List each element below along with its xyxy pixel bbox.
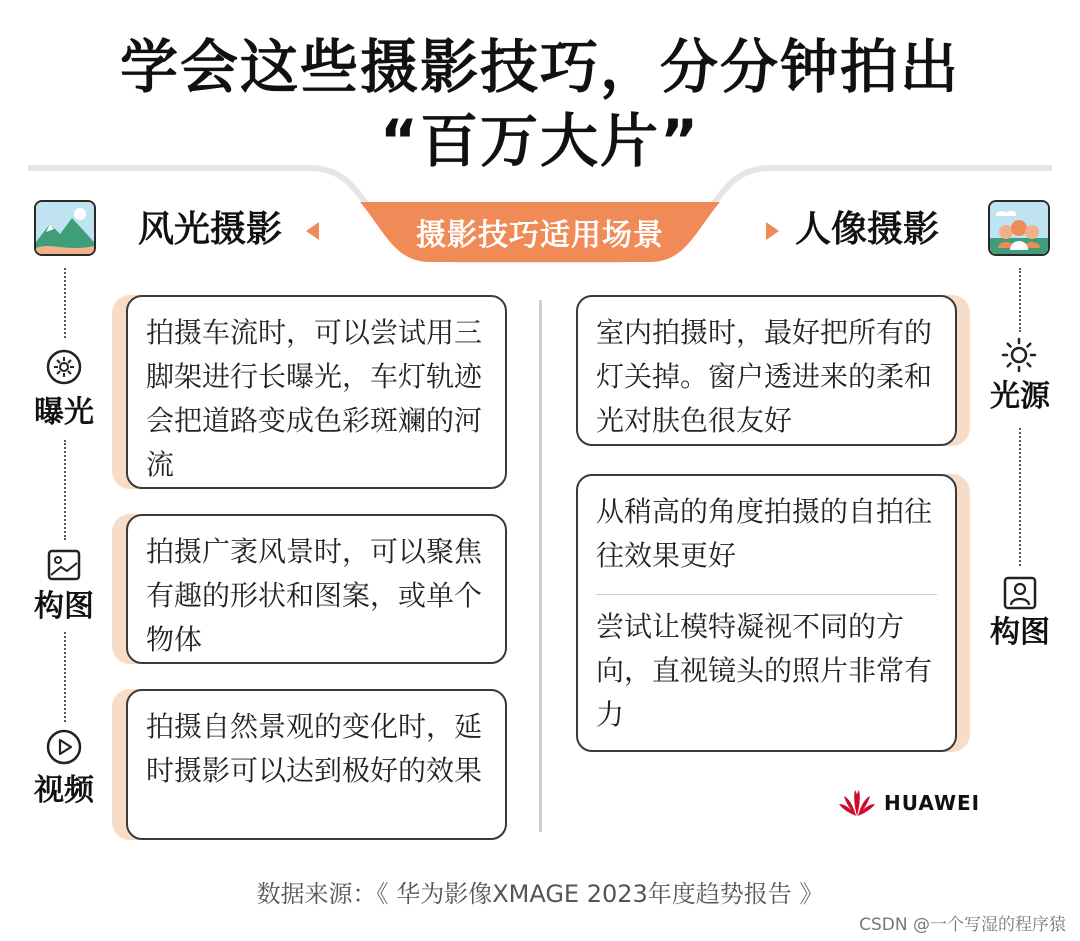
landscape-badge-icon <box>34 200 96 256</box>
left-arrow-icon <box>306 222 319 240</box>
landscape-composition-card <box>126 514 507 664</box>
right-dotted-connector <box>1019 268 1021 332</box>
brand-name: HUAWEI <box>884 791 981 815</box>
watermark: CSDN @一个写湿的程序猿 <box>859 915 1066 935</box>
left-dotted-connector <box>64 440 66 540</box>
card-text: 拍摄车流时，可以尝试用三脚架进行长曝光，车灯轨迹会把道路变成色彩斑斓的河流 <box>146 316 483 481</box>
card-text: 从稍高的角度拍摄的自拍往往效果更好 <box>596 495 933 572</box>
category-label-composition: 构图 <box>34 589 94 624</box>
page-title-line-1: 学会这些摄影技巧，分分钟拍出 <box>119 33 960 101</box>
play-icon <box>45 728 83 766</box>
landscape-title: 风光摄影 <box>138 209 283 250</box>
left-dotted-connector <box>64 632 66 722</box>
portrait-composition-card <box>576 474 957 752</box>
portrait-title: 人像摄影 <box>795 209 940 250</box>
right-dotted-connector <box>1019 428 1021 566</box>
card-divider <box>596 594 937 595</box>
portrait-badge-icon <box>988 200 1050 256</box>
right-arrow-icon <box>766 222 779 240</box>
center-tag: 摄影技巧适用场景 <box>416 218 664 253</box>
aperture-icon <box>45 348 83 386</box>
category-label-exposure: 曝光 <box>34 395 94 430</box>
data-source: 数据来源：《 华为影像XMAGE 2023年度趋势报告 》 <box>256 880 824 908</box>
card-text: 室内拍摄时，最好把所有的灯关掉。窗户透进来的柔和光对肤色很友好 <box>596 316 933 437</box>
card-text: 尝试让模特凝视不同的方向，直视镜头的照片非常有力 <box>596 610 933 731</box>
portrait-frame-icon <box>1001 574 1039 612</box>
sun-icon <box>1000 336 1038 374</box>
center-divider <box>539 300 542 832</box>
card-text: 拍摄广袤风景时，可以聚焦有趣的形状和图案，或单个物体 <box>146 535 483 656</box>
page-title-line-2: “百万大片” <box>379 107 701 175</box>
huawei-logo <box>838 788 980 818</box>
portrait-light-card <box>576 295 957 446</box>
card-text: 拍摄自然景观的变化时，延时摄影可以达到极好的效果 <box>146 710 483 787</box>
left-dotted-connector <box>64 268 66 338</box>
landscape-exposure-card <box>126 295 507 489</box>
huawei-flower-icon <box>838 788 876 818</box>
image-frame-icon <box>45 546 83 584</box>
landscape-video-card <box>126 689 507 840</box>
category-label-video: 视频 <box>34 773 94 808</box>
category-label-light-source: 光源 <box>990 379 1050 414</box>
category-label-portrait-composition: 构图 <box>990 615 1050 650</box>
